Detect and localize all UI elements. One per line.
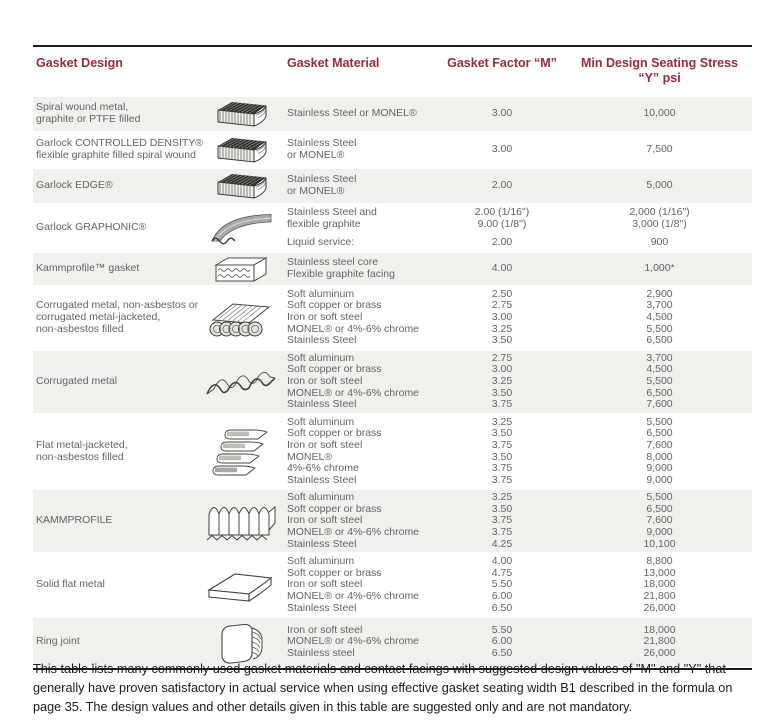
gasket-factor-m-value: 3.25 [491,415,513,428]
material-name: MONEL® or 4%-6% chrome [287,386,420,399]
gasket-factor-m-value: 2.50 [491,287,513,300]
material-name: 4%-6% chrome [287,462,359,475]
material-group [287,174,752,197]
gasket-factor-m-values [437,492,567,550]
material-name: Stainless Steel [287,173,357,186]
material-name: MONEL® or 4%-6% chrome [287,322,420,335]
gasket-factor-m-value: 4.75 [491,566,513,579]
seating-stress-y-value: 6,500 [646,427,673,440]
seating-stress-y-values [567,237,752,249]
seating-stress-y-value: 5,500 [646,491,673,504]
material-name: Stainless Steel [287,473,357,486]
material-name: Soft copper or brass [287,502,382,515]
material-name: Soft aluminum [287,491,355,504]
seating-stress-y-values [567,556,752,614]
gasket-factor-m-value: 3.75 [491,526,513,539]
seating-stress-y-values [567,289,752,347]
gasket-design-name [33,137,204,161]
seating-stress-y-value: 8,800 [646,555,673,568]
gasket-design-name [33,102,195,125]
material-name: Stainless Steel [287,601,357,614]
design-line: Garlock EDGE® [36,179,113,192]
gasket-design-name [33,222,195,234]
material-name: Stainless steel [287,647,355,660]
row-groups [287,417,752,487]
seating-stress-y-values [567,492,752,550]
design-line: Garlock GRAPHONIC® [36,221,147,234]
material-name: Iron or soft steel [287,623,363,636]
solid-flat-metal-icon [195,566,287,604]
gasket-design-name [33,579,195,591]
row-groups [287,556,752,614]
material-name: MONEL® [287,450,333,463]
gasket-row [33,205,752,251]
material-name: Stainless Steel [287,334,357,347]
material-group [287,556,752,614]
material-name: Liquid service: [287,236,355,249]
seating-stress-y-value: 7,600 [646,398,673,411]
material-list [287,492,437,550]
material-list [287,556,437,614]
material-name: Stainless Steel [287,537,357,550]
seating-stress-y-value: 4,500 [646,363,673,376]
material-list [287,108,437,120]
material-group [287,625,752,660]
material-group [287,289,752,347]
gasket-factor-m-values [437,625,567,660]
material-name: Stainless Steel [287,137,357,150]
gasket-factor-m-value: 6.00 [491,635,513,648]
material-list [287,207,437,230]
spiral-wound-gasket-icon [195,171,287,201]
gasket-row [33,287,752,349]
gasket-factor-m-value: 3.50 [491,386,513,399]
row-groups [287,353,752,411]
gasket-factor-m-value: 6.00 [491,590,513,603]
material-list [287,257,437,280]
gasket-factor-m-value: 3.50 [491,427,513,440]
gasket-design-name [33,376,195,388]
seating-stress-y-value: 9,000 [646,526,673,539]
kammprofile-gasket-icon [195,255,287,283]
design-line: graphite or PTFE filled [36,113,141,125]
seating-stress-y-value: 3,000 (1/8") [632,217,687,230]
seating-stress-y-value: 7,500 [646,143,673,156]
ring-joint-icon [195,620,287,664]
gasket-design-name [33,263,195,275]
gasket-factor-m-value: 3.00 [491,107,513,120]
seating-stress-y-value: 4,500 [646,310,673,323]
gasket-row [33,253,752,285]
gasket-row [33,415,752,489]
kammprofile-icon [195,498,287,544]
material-name: Soft aluminum [287,287,355,300]
header-seating-stress-line1: Min Design Seating Stress [581,56,738,70]
seating-stress-y-value: 1,000* [644,261,675,274]
seating-stress-y-value: 3,700 [646,299,673,312]
gasket-factor-m-value: 3.75 [491,514,513,527]
gasket-factor-m-value: 3.25 [491,491,513,504]
seating-stress-y-value: 10,100 [643,537,676,550]
gasket-factor-m-value: 3.75 [491,462,513,475]
seating-stress-y-values [567,108,752,120]
gasket-factor-m-values [437,417,567,487]
gasket-factor-m-values [437,144,567,156]
gasket-row [33,133,752,167]
gasket-factor-m-values [437,237,567,249]
material-group [287,138,752,161]
seating-stress-y-value: 900 [650,236,669,249]
material-name: Stainless Steel or MONEL® [287,107,417,120]
seating-stress-y-value: 8,000 [646,450,673,463]
design-line: Garlock CONTROLLED DENSITY® [36,137,204,150]
design-line: flexible graphite filled spiral wound [36,149,196,161]
seating-stress-y-value: 6,500 [646,502,673,515]
material-list [287,417,437,487]
gasket-factor-m-value: 4.00 [491,555,513,568]
seating-stress-y-value: 2,900 [646,287,673,300]
gasket-factor-m-value: 4.00 [491,261,513,274]
material-group [287,237,752,249]
material-list [287,289,437,347]
design-line: corrugated metal-jacketed, [36,310,161,323]
gasket-factor-m-values [437,263,567,275]
seating-stress-y-value: 5,500 [646,322,673,335]
gasket-factor-m-value: 3.00 [491,363,513,376]
table-header [33,47,752,97]
design-line: non-asbestos filled [36,322,124,335]
seating-stress-y-value: 21,800 [643,590,676,603]
gasket-design-name [33,299,199,335]
gasket-factor-m-value: 3.75 [491,398,513,411]
gasket-factor-m-values [437,108,567,120]
seating-stress-y-value: 5,500 [646,374,673,387]
seating-stress-y-value: 21,800 [643,635,676,648]
material-list [287,625,437,660]
gasket-factor-m-value: 3.25 [491,322,513,335]
seating-stress-y-value: 10,000 [643,107,676,120]
material-name: Iron or soft steel [287,374,363,387]
spiral-wound-gasket-icon [195,99,287,129]
material-name: Soft copper or brass [287,566,382,579]
design-line: Ring joint [36,635,80,648]
material-group [287,207,752,230]
material-name: Flexible graphite facing [287,267,395,280]
design-line: Corrugated metal [36,374,118,387]
row-groups [287,138,752,161]
material-name: Stainless Steel and [287,206,377,218]
seating-stress-y-value: 6,500 [646,386,673,399]
gasket-factor-m-value: 2.00 (1/16") [474,206,530,218]
seating-stress-y-value: 9,000 [646,462,673,475]
gasket-design-name [33,180,195,192]
seating-stress-y-values [567,353,752,411]
gasket-factor-m-values [437,556,567,614]
seating-stress-y-value: 18,000 [643,578,676,591]
gasket-design-name [33,440,195,463]
gasket-factor-m-value: 3.50 [491,334,513,347]
material-group [287,108,752,120]
header-gasket-design: Gasket Design [36,56,123,70]
gasket-design-name [33,515,195,527]
seating-stress-y-values [567,144,752,156]
design-line: Corrugated metal, non-asbestos or [36,299,199,312]
gasket-row [33,554,752,616]
material-name: Iron or soft steel [287,310,363,323]
seating-stress-y-value: 3,700 [646,351,673,364]
seating-stress-y-value: 5,500 [646,415,673,428]
gasket-factor-m-value: 5.50 [491,578,513,591]
gasket-factor-m-values [437,180,567,192]
gasket-factor-m-value: 3.75 [491,473,513,486]
gasket-factor-m-value: 3.75 [491,438,513,451]
material-group [287,257,752,280]
spiral-wound-gasket-icon [195,135,287,165]
gasket-factor-m-value: 3.50 [491,450,513,463]
row-groups [287,289,752,347]
header-seating-stress-line2: “Y” psi [638,71,681,85]
gasket-factor-m-value: 3.00 [491,143,513,156]
material-name: or MONEL® [287,185,345,197]
table-body [33,97,752,666]
header-gasket-material: Gasket Material [287,56,380,70]
seating-stress-y-value: 26,000 [643,647,676,660]
material-name: Stainless steel core [287,256,379,269]
row-groups [287,174,752,197]
seating-stress-y-value: 5,000 [646,179,673,192]
material-name: Iron or soft steel [287,578,363,591]
row-groups [287,108,752,120]
seating-stress-y-value: 6,500 [646,334,673,347]
header-min-seating-stress [567,56,752,86]
material-name: or MONEL® [287,149,345,161]
gasket-factor-m-value: 2.75 [491,299,513,312]
graphonic-gasket-icon [195,211,287,245]
gasket-factor-m-values [437,353,567,411]
seating-stress-y-values [567,625,752,660]
corrugated-jacketed-icon [195,299,287,337]
gasket-row [33,351,752,413]
material-list [287,174,437,197]
gasket-factor-m-value: 9.00 (1/8") [477,217,527,230]
material-name: Soft copper or brass [287,299,382,312]
material-name: Iron or soft steel [287,438,363,451]
material-name: MONEL® or 4%-6% chrome [287,526,420,539]
row-groups [287,625,752,660]
gasket-row [33,169,752,203]
row-groups [287,207,752,249]
row-groups [287,492,752,550]
footnote: This table lists many commonly used gasket materials and contact facings with suggested design values of "M" and "Y" that generally have proven satisfactory in actual service when using effective gasket seating width B1 described in the formula on page 35. The design values and other details given in this table are suggested only and are not mandatory. [33,662,733,714]
material-group [287,492,752,550]
material-name: Soft aluminum [287,351,355,364]
material-list [287,353,437,411]
material-list [287,138,437,161]
gasket-factor-m-values [437,289,567,347]
design-line: Spiral wound metal, [36,101,129,114]
material-name: MONEL® or 4%-6% chrome [287,590,420,603]
material-group [287,417,752,487]
gasket-table [33,45,752,670]
seating-stress-y-value: 13,000 [643,566,676,579]
seating-stress-y-value: 2,000 (1/16") [629,206,690,218]
seating-stress-y-value: 9,000 [646,473,673,486]
design-line: Kammprofile™ gasket [36,261,140,274]
seating-stress-y-values [567,180,752,192]
gasket-factor-m-value: 6.50 [491,601,513,614]
design-line: Solid flat metal [36,578,105,591]
material-group [287,353,752,411]
gasket-factor-m-value: 4.25 [491,537,513,550]
corrugated-metal-icon [195,365,287,399]
gasket-row [33,97,752,131]
row-groups [287,257,752,280]
gasket-factor-m-value: 6.50 [491,647,513,660]
seating-stress-y-values [567,263,752,275]
gasket-factor-m-value: 2.00 [491,179,513,192]
material-list [287,237,437,249]
gasket-design-name [33,636,195,648]
material-name: Soft copper or brass [287,427,382,440]
material-name: Stainless Steel [287,398,357,411]
design-line: KAMMPROFILE [36,514,113,527]
material-name: Iron or soft steel [287,514,363,527]
flat-jacketed-icon [195,427,287,477]
seating-stress-y-value: 7,600 [646,438,673,451]
material-name: Soft aluminum [287,555,355,568]
design-line: Flat metal-jacketed, [36,438,128,451]
gasket-factor-m-value: 2.00 [491,236,513,249]
material-name: MONEL® or 4%-6% chrome [287,635,420,648]
gasket-factor-m-value: 3.25 [491,374,513,387]
seating-stress-y-values [567,417,752,487]
gasket-factor-m-value: 3.50 [491,502,513,515]
design-line: non-asbestos filled [36,450,124,463]
gasket-row [33,490,752,552]
gasket-factor-m-value: 2.75 [491,351,513,364]
material-name: Soft copper or brass [287,363,382,376]
seating-stress-y-values [567,207,752,230]
seating-stress-y-value: 18,000 [643,623,676,636]
header-gasket-factor-m: Gasket Factor “M” [447,56,557,70]
seating-stress-y-value: 7,600 [646,514,673,527]
seating-stress-y-value: 26,000 [643,601,676,614]
gasket-factor-m-value: 5.50 [491,623,513,636]
gasket-factor-m-value: 3.00 [491,310,513,323]
material-name: flexible graphite [287,217,361,230]
material-name: Soft aluminum [287,415,355,428]
gasket-factor-m-values [437,207,567,230]
